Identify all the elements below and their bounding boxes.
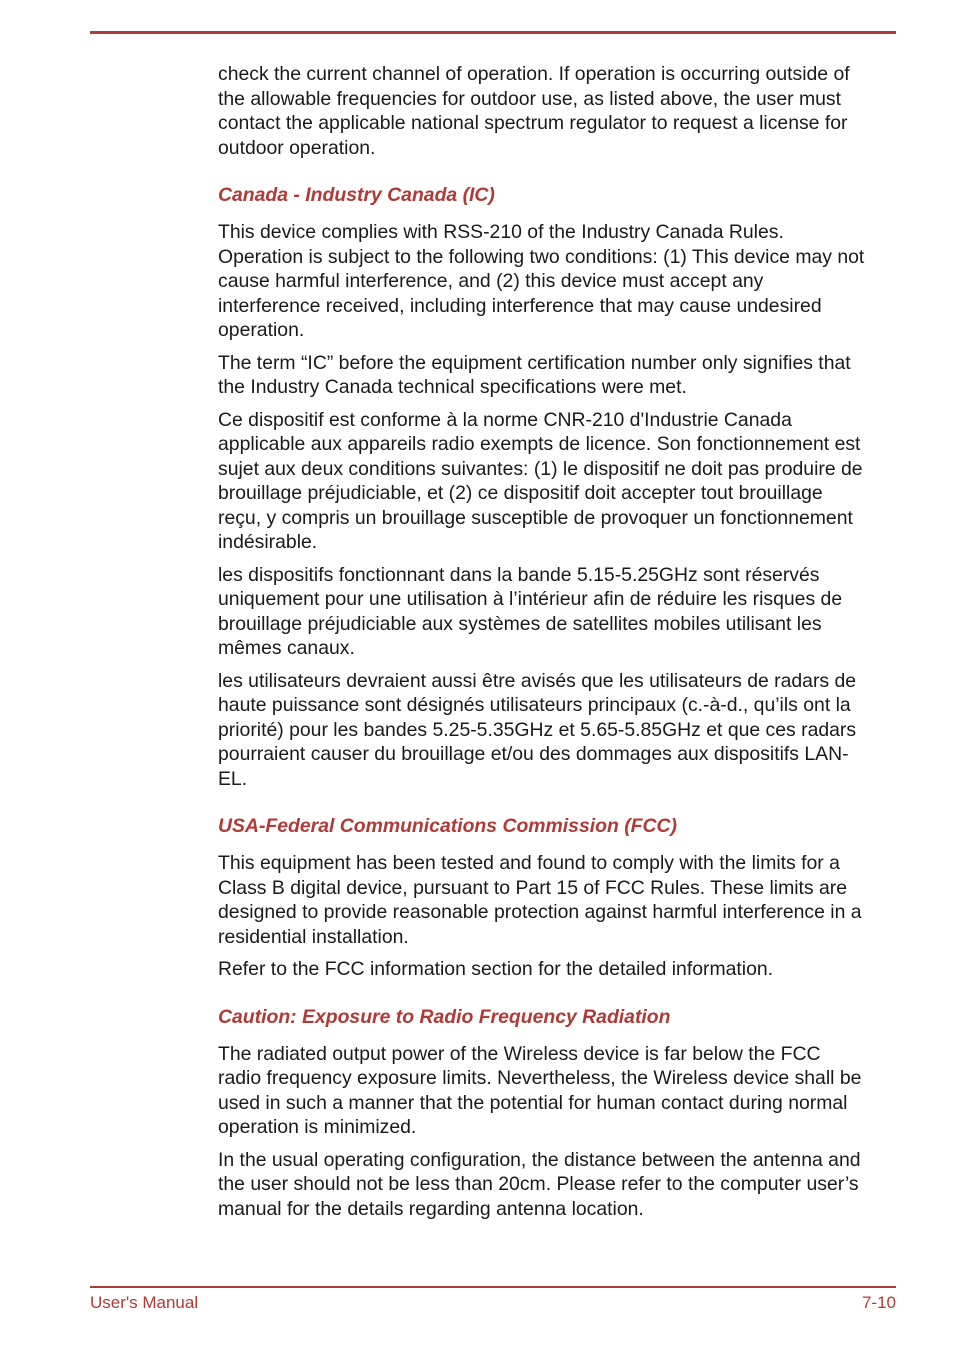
paragraph: Ce dispositif est conforme à la norme CNR-210 d'Industrie Canada applicable aux appareils radio exempts de licence. Son fonctionnement est sujet aux deux conditions suivantes: (1) le dispositif ne doit pas produire de brouillage préjudiciable, et (2) ce dispositif doit accepter tout brouillage reçu, y compris un brouillage susceptible de provoquer un fonctionnement indésirable. (218, 408, 863, 553)
paragraph: The radiated output power of the Wireless device is far below the FCC radio frequency exposure limits. Nevertheless, the Wireless device shall be used in such a manner that the potential for human contact during normal operation is minimized. (218, 1042, 862, 1138)
page-content (218, 62, 902, 1229)
paragraph: In the usual operating configuration, the distance between the antenna and the user should not be less than 20cm. Please refer to the computer user’s manual for the details regarding antenna location. (218, 1148, 861, 1220)
footer-manual-title: User's Manual (90, 1293, 199, 1312)
paragraph: Refer to the FCC information section for the detailed information. (218, 958, 774, 980)
page-number: 7-10 (861, 1293, 896, 1312)
section-heading: Caution: Exposure to Radio Frequency Radiation (218, 1005, 671, 1028)
footer-rule (90, 1286, 896, 1288)
paragraph: les dispositifs fonctionnant dans la bande 5.15-5.25GHz sont réservés uniquement pour une utilisation à l’intérieur afin de réduire les risques de brouillage préjudiciable aux systèmes de satellites mobiles utilisant les mêmes canaux. (218, 563, 843, 659)
section-rf-exposure (218, 1005, 902, 1222)
header-rule (90, 31, 896, 34)
intro-paragraph: check the current channel of operation. If operation is occurring outside of the allowable frequencies for outdoor use, as listed above, the user must contact the applicable national spectrum regulator to request a license for outdoor operation. (218, 63, 850, 159)
section-heading: USA-Federal Communications Commission (FCC) (218, 815, 677, 837)
section-heading: Canada - Industry Canada (IC) (218, 184, 495, 206)
paragraph: This device complies with RSS-210 of the Industry Canada Rules. Operation is subject to the following two conditions: (1) This device may not cause harmful interference, and (2) this device must accept any interference received, including interference that may cause undesired operation. (218, 221, 865, 341)
paragraph: The term “IC” before the equipment certification number only signifies that the Industry Canada technical specifications were met. (218, 351, 851, 398)
paragraph: les utilisateurs devraient aussi être avisés que les utilisateurs de radars de haute puissance sont désignés utilisateurs principaux (c.-à-d., qu’ils ont la priorité) pour les bandes 5.25-5.35GHz et 5.65-5.85GHz et que ces radars pourraient causer du brouillage et/ou des dommages aux dispositifs LAN- EL. (218, 669, 857, 790)
section-canada (218, 183, 902, 791)
section-fcc (218, 814, 902, 982)
paragraph: This equipment has been tested and found to comply with the limits for a Class B digital device, pursuant to Part 15 of FCC Rules. These limits are designed to provide reasonable protection against harmful interference in a residential installation. (218, 852, 862, 948)
